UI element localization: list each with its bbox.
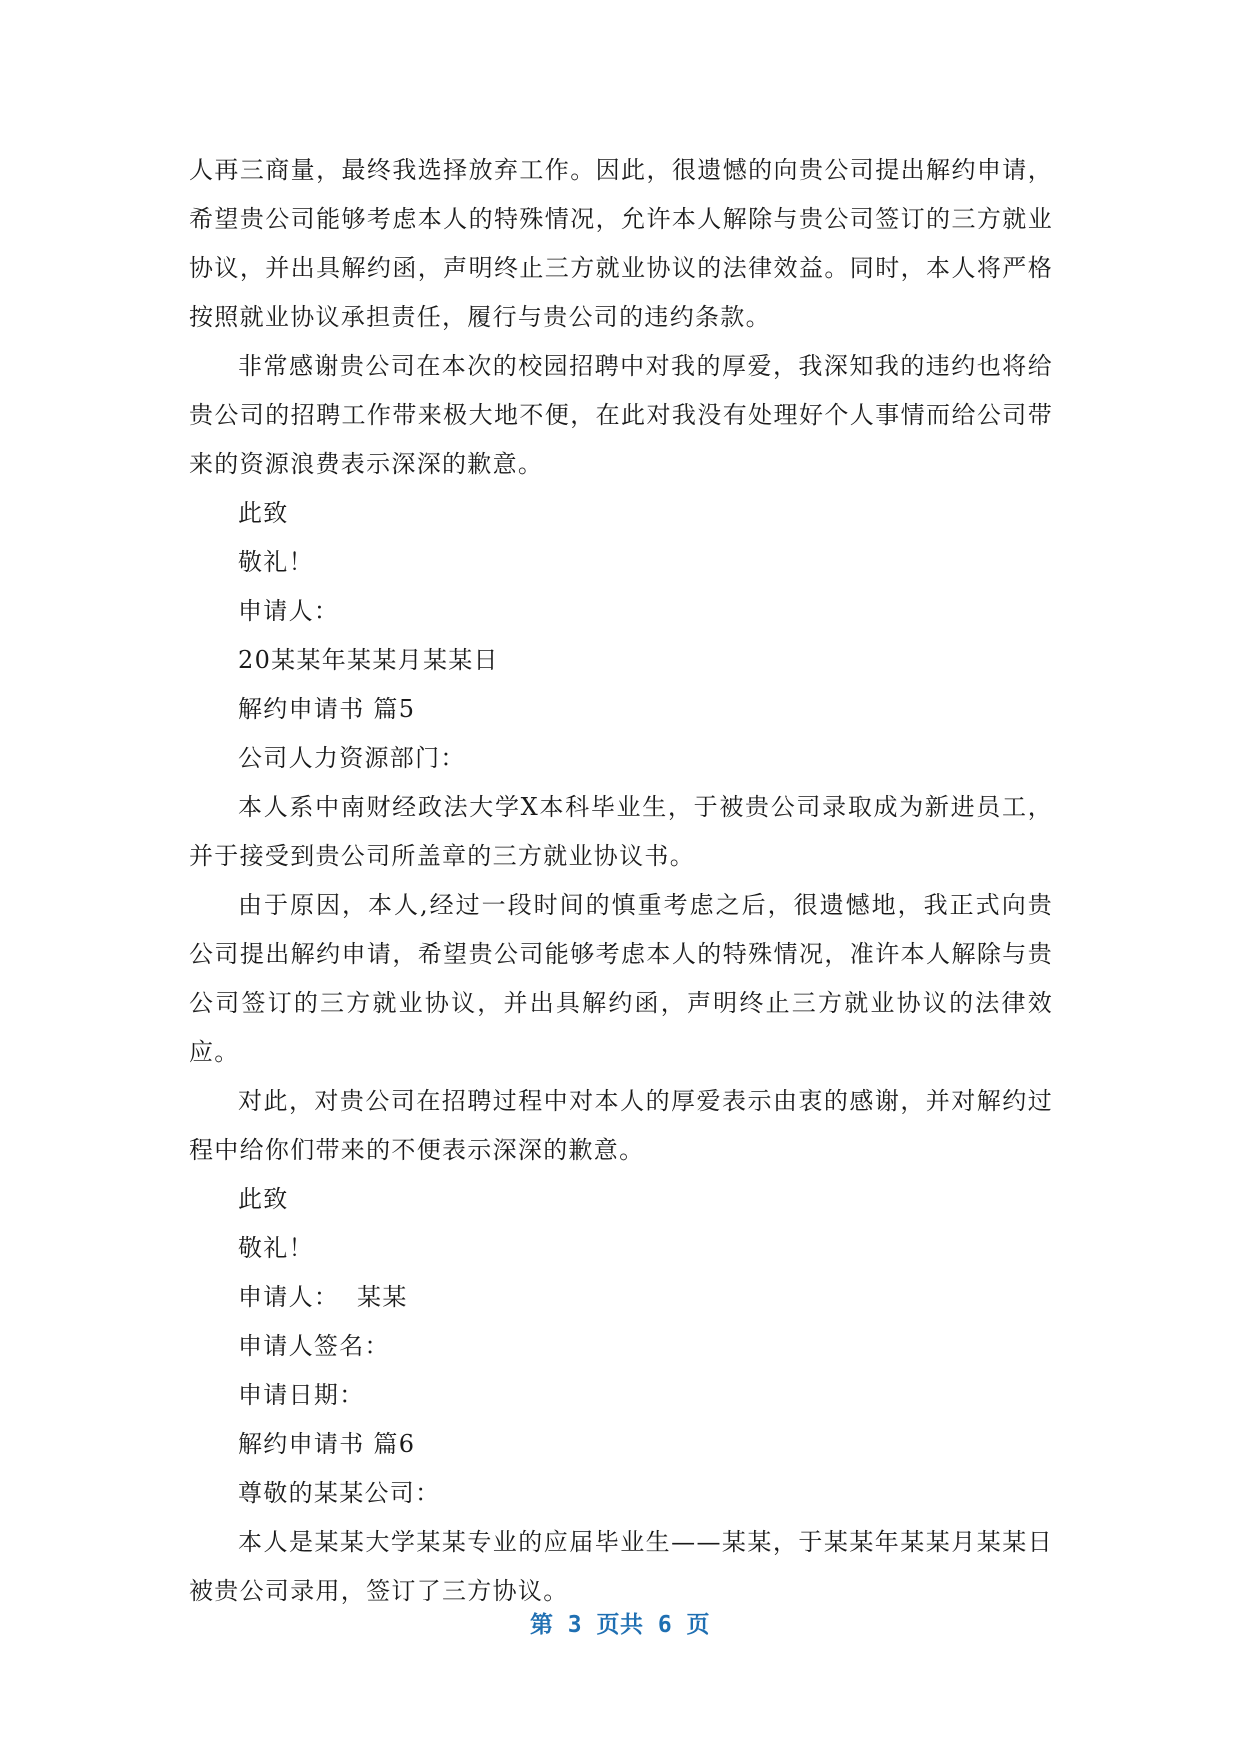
- applicant-name-line: 申请人： 某某: [238, 1283, 408, 1311]
- section-heading-6: 解约申请书 篇6: [238, 1430, 416, 1458]
- section-heading-5: 解约申请书 篇5: [238, 695, 416, 723]
- application-date-line: 申请日期：: [238, 1381, 365, 1409]
- applicant-signature-line: 申请人签名：: [238, 1332, 390, 1360]
- paragraph-1: 人再三商量，最终我选择放弃工作。因此，很遗憾的向贵公司提出解约申请，希望贵公司能够考虑本人的特殊情况，允许本人解除与贵公司签订的三方就业协议，并出具解约函，声明终止三方就业协议的法律效益。同时，本人将严格按照就业协议承担责任，履行与贵公司的违约条款。: [189, 156, 1053, 331]
- applicant-label: 申请人：: [238, 597, 340, 625]
- paragraph-5: 对此，对贵公司在招聘过程中对本人的厚爱表示由衷的感谢，并对解约过程中给你们带来的不便表示深深的歉意。: [189, 1087, 1053, 1164]
- page-number-label: 第 3 页共 6 页: [529, 1612, 711, 1638]
- paragraph-6: 本人是某某大学某某专业的应届毕业生——某某，于某某年某某月某某日被贵公司录用，签订了三方协议。: [189, 1528, 1053, 1605]
- salutation-cizhi-2: 此致: [238, 1185, 289, 1213]
- paragraph-2: 非常感谢贵公司在本次的校园招聘中对我的厚爱，我深知我的违约也将给贵公司的招聘工作带来极大地不便，在此对我没有处理好个人事情而给公司带来的资源浪费表示深深的歉意。: [189, 352, 1053, 478]
- page-footer: [0, 1606, 1240, 1639]
- recipient-line: 公司人力资源部门：: [238, 744, 466, 772]
- document-body: [189, 146, 1053, 1616]
- paragraph-4: 由于原因，本人,经过一段时间的慎重考虑之后，很遗憾地，我正式向贵公司提出解约申请，希望贵公司能够考虑本人的特殊情况，准许本人解除与贵公司签订的三方就业协议，并出具解约函，声明终止三方就业协议的法律效应。: [189, 891, 1053, 1066]
- recipient-line-2: 尊敬的某某公司：: [238, 1479, 441, 1507]
- paragraph-3: 本人系中南财经政法大学X本科毕业生，于被贵公司录取成为新进员工，并于接受到贵公司所盖章的三方就业协议书。: [189, 793, 1053, 870]
- salutation-jingli: 敬礼！: [238, 548, 314, 576]
- salutation-cizhi: 此致: [238, 499, 289, 527]
- date-line: 20某某年某某月某某日: [238, 646, 499, 674]
- salutation-jingli-2: 敬礼！: [238, 1234, 314, 1262]
